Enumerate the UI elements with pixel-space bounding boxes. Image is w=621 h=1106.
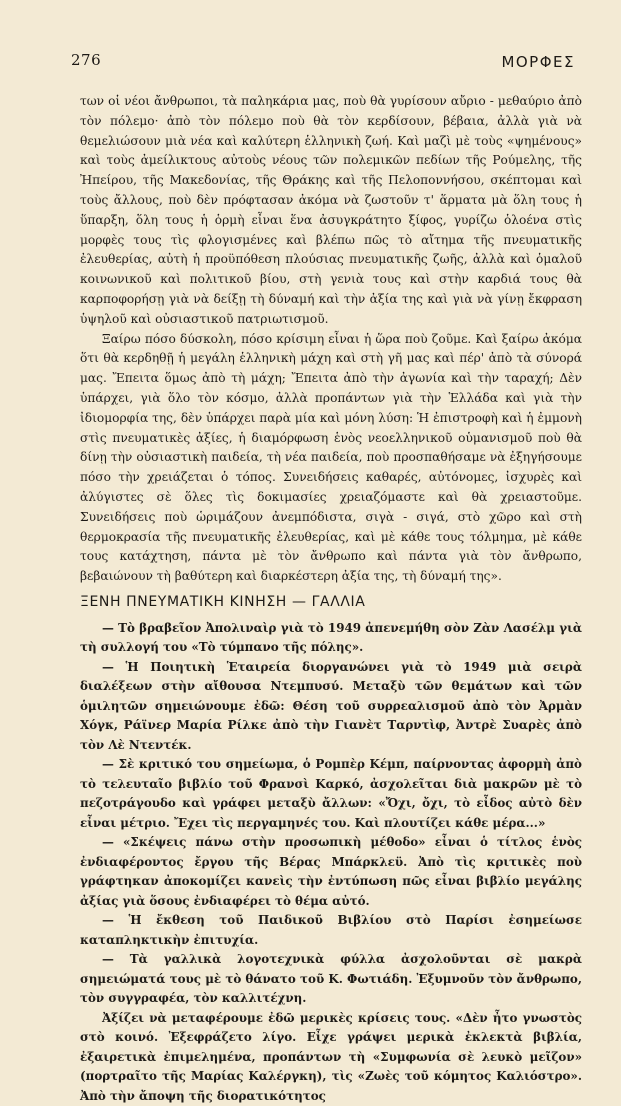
article-paragraph: Ξαίρω πόσο δύσκολη, πόσο κρίσιμη εἶναι ἡ ὥρα ποὺ ζοῦμε. Καὶ ξαίρω ἀκόμα ὅτι θὰ κερδηθῇ ἡ μεγάλη ἑλληνικὴ μάχη καὶ στὴ γῆ μας καὶ πέρ' ἀπὸ τὰ σύνορά μας. Ἔπειτα ὅμως ἀπὸ τὴ μάχη; Ἔπειτα ἀπὸ τὴν ἀγωνία καὶ τὴν ταραχή; Δὲν ὑπάρχει, γιὰ ὅλο τὸν κόσμο, ἀλλὰ προπάντων γιὰ τὴν Ἑλλάδα καὶ γιὰ τὴν ἰδιομορφία της, δὲν ὑπάρχει παρὰ μία καὶ μόνη λύση: Ἡ ἐπιστροφὴ καὶ ἡ ἐμμονὴ στὶς πνευματικὲς ἀξίες, ἡ διαμόρφωση ἑνὸς νεοελληνικοῦ οὑμανισμοῦ ποὺ θὰ δίνῃ τὴν οὐσιαστικὴ παιδεία, τὴ νέα παιδεία, ποὺ προσπαθήσαμε νὰ ἐξηγήσουμε πόσο τὴν χρειάζεται ὁ τόπος. Συνειδήσεις καθαρές, αὐτόνομες, ἰσχυρὲς καὶ ἀλύγιστες σὲ ὅλες τὶς δοκιμασίες χρειαζόμαστε καὶ θὰ χρειαστοῦμε. Συνειδήσεις ποὺ ὡριμάζουν ἀνεμπόδιστα, σιγὰ - σιγά, στὸ χῶρο καὶ στὴ θερμοκρασία τῆς πνευματικῆς ἐλευθερίας, καὶ μὲ κάθε τους τόλμημα, μὲ κάθε τους κατάχτηση, πάντα μὲ τὸν ἄνθρωπο καὶ πάντα γιὰ τὸν ἄνθρωπο, βεβαιώνουν τὴ βαθύτερη καὶ διαρκέστερη ἀξία της, τὴ δύναμή της».	[80, 331, 582, 584]
page-number: 276	[71, 51, 102, 69]
news-item: — Τὰ γαλλικὰ λογοτεχνικὰ φύλλα ἀσχολοῦνται σὲ μακρὰ σημειώματά τους μὲ τὸ θάνατο τοῦ Κ. Φωτιάδη. Ἐξυμνοῦν τὸν ἄνθρωπο, τὸν συγγραφέα, τὸν καλλιτέχνη.	[80, 952, 582, 1006]
news-section	[80, 619, 582, 1106]
article-paragraph: των οἱ νέοι ἄνθρωποι, τὰ παληκάρια μας, ποὺ θὰ γυρίσουν αὔριο - μεθαύριο ἀπὸ τὸν πόλεμο· ἀπὸ τὸν πόλεμο ποὺ θὰ τὸν κερδίσουν, βέβαια, ἀλλὰ γιὰ νὰ θεμελιώσουν μιὰ νέα καὶ καλύτερη ἑλληνικὴ ζωή. Καὶ μαζὶ μὲ τοὺς «ψημένους» καὶ τοὺς ἀμείλικτους αὐτοὺς νέους τῶν πολεμικῶν πεδίων τῆς Ρούμελης, τῆς Ἠπείρου, τῆς Μακεδονίας, τῆς Θράκης καὶ τῆς Πελοποννήσου, σκέπτομαι καὶ τοὺς ἄλλους, ποὺ δὲν πρόφτασαν ἀκόμα νὰ ζωστοῦν τ' ἅρματα μὰ ὅλη τους ἡ ὕπαρξη, ὅλη τους ἡ ὁρμὴ εἶναι ἕνα ἀσυγκράτητο ξίφος, γυρίζω ὁλοένα στὶς μορφὲς τους τὶς φλογισμένες καὶ βλέπω πῶς τὸ αἴτημα τῆς πνευματικῆς ἐλευθερίας, αὐτὴ ἡ προϋπόθεση πλούσιας πνευματικῆς ζωῆς, ἀλλὰ καὶ ὁμαλοῦ κοινωνικοῦ καὶ πολιτικοῦ βίου, στὴ γενιὰ τους καὶ στὴν καρδιά τους θὰ καρποφορήσῃ γιὰ νὰ δείξῃ τὴ δύναμή καὶ τὴν ἀξία της καὶ γιὰ νὰ γίνῃ ἔκφραση ὑψηλοῦ καὶ οὐσιαστικοῦ πατριωτισμοῦ.	[80, 94, 582, 326]
news-item: Ἀξίζει νὰ μεταφέρουμε ἐδῶ μερικὲς κρίσεις τους. «Δὲν ἦτο γνωστὸς στὸ κοινό. Ἐξεφράζετο λίγο. Εἶχε γράψει μερικὰ ἐκλεκτὰ βιβλία, ἐξαιρετικὰ ἐπιμελημένα, προπάντων τὴ «Συμφωνία σὲ λευκὸ μεῖζον» (πορτραῖτο τῆς Μαρίας Καλέργκη), τὶς «Ζωὲς τοῦ κόμητος Καλιόστρο». Ἀπὸ τὴν ἄποψη τῆς διορατικότητος	[80, 1010, 582, 1103]
news-item: — Ἡ Ποιητικὴ Ἑταιρεία διοργανώνει γιὰ τὸ 1949 μιὰ σειρὰ διαλέξεων στὴν αἴθουσα Ντεμπυσύ. Μεταξὺ τῶν θεμάτων καὶ τῶν ὁμιλητῶν σημειώνουμε ἐδῶ: Θέση τοῦ συρρεαλισμοῦ ἀπὸ τὸν Ἀρμὰν Χόγκ, Ράϊνερ Μαρία Ρίλκε ἀπὸ τὴν Γιανὲτ Ταρντὶφ, Ἀντρὲ Συαρὲς ἀπὸ τὸν Λὲ Ντεντέκ.	[80, 659, 582, 752]
section-title: ΞΕΝΗ ΠΝΕΥΜΑΤΙΚΗ ΚΙΝΗΣΗ — ΓΑΛΛΙΑ	[80, 593, 366, 610]
article-body	[80, 92, 582, 1106]
news-item: — Τὸ βραβεῖον Ἀπολιναὶρ γιὰ τὸ 1949 ἀπενεμήθη σὸν Ζὰν Λασέλμ γιὰ τὴ συλλογή του «Τὸ τύμπανο τῆς πόλης».	[80, 620, 582, 655]
running-head: ΜΟΡΦΕΣ	[501, 53, 575, 71]
news-item: — Σὲ κριτικό του σημείωμα, ὁ Ρομπὲρ Κέμπ, παίρνοντας ἀφορμὴ ἀπὸ τὸ τελευταῖο βιβλίο τοῦ Φρανσὶ Καρκό, ἀσχολεῖται διὰ μακρῶν μὲ τὸ πεζοτράγουδο καὶ γράφει μεταξὺ ἄλλων: «Ὄχι, ὄχι, τὸ εἶδος αὐτὸ δὲν εἶναι μέτριο. Ἔχει τὶς περγαμηνές του. Καὶ πλουτίζει κάθε μέρα...»	[80, 757, 582, 830]
news-item: — «Σκέψεις πάνω στὴν προσωπικὴ μέθοδο» εἶναι ὁ τίτλος ἑνὸς ἐνδιαφέροντος ἔργου τῆς Βέρας Μπάρκλεϋ. Ἀπὸ τὶς κριτικὲς ποὺ γράφτηκαν ἀποκομίζει κανεὶς τὴν ἐντύπωση πῶς εἶναι βιβλίο μεγάλης ἀξίας γιὰ ὅσους ἐνδιαφέρει τὸ θέμα αὐτό.	[80, 835, 582, 908]
news-item: — Ἡ ἔκθεση τοῦ Παιδικοῦ Βιβλίου στὸ Παρίσι ἐσημείωσε καταπληκτικὴν ἐπιτυχία.	[80, 913, 582, 947]
